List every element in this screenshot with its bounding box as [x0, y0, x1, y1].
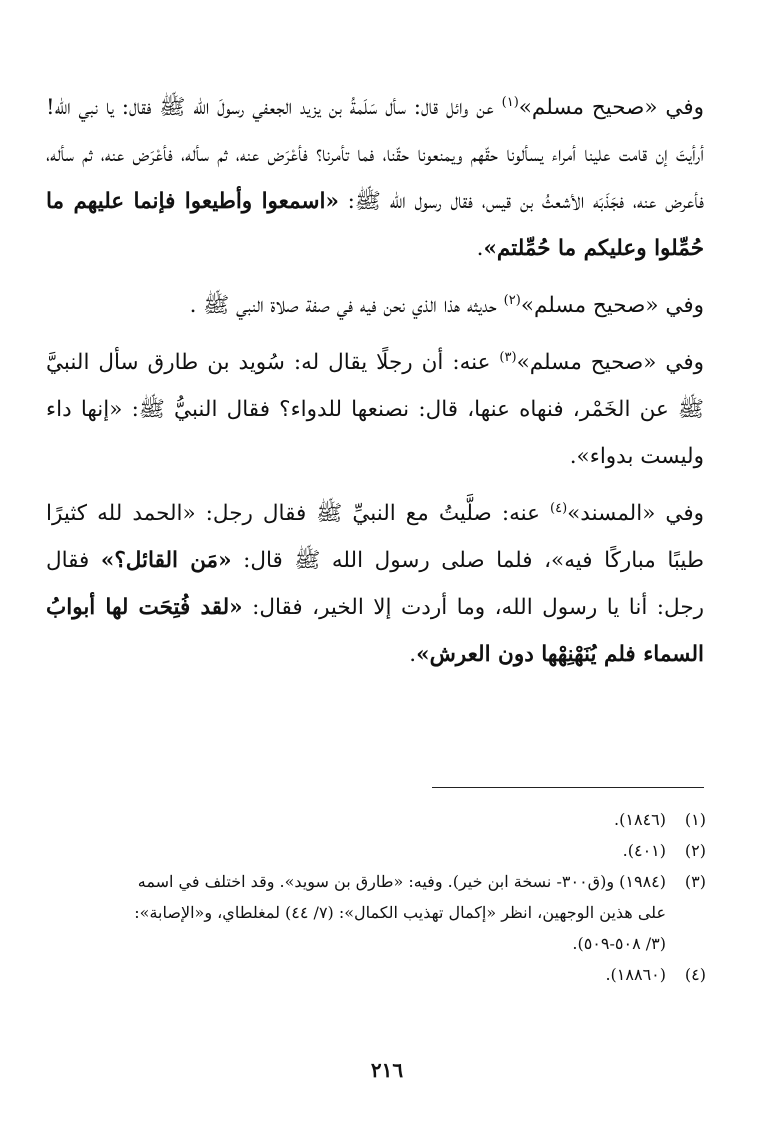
- footnotes: [46, 804, 706, 990]
- text-run: فقال رجل: أنا يا رسول الله، وما أردت إلا الخير، فقال:: [46, 548, 704, 620]
- main-text: [46, 84, 704, 688]
- footnote-number: (٤): [684, 965, 706, 984]
- footnote-2: [46, 835, 706, 866]
- footnote-ref: (٣): [499, 349, 517, 365]
- paragraph-2: [46, 282, 704, 329]
- text-run: عن وائل قال: سأل سَلَمةُ بن يزيد الجعفي رسولَ الله ﷺ فقال: يا نبي الله! أرأيتَ إن قامت علينا أمراء يسألونا حقّهم ويمنعونا حقّنا، فما تأمرنا؟ فأعْرَض عنه، ثم سأله، فأعْرَض عنه، ثم سأله، فأعرض عنه، فجَذَبَه الأشعثُ بن قيس، فقال رسول الله ﷺ:: [46, 95, 704, 214]
- footnote-ref: (٤): [550, 500, 568, 516]
- hadith-quote: «اسمعوا وأطيعوا فإنما عليهم ما حُمِّلوا وعليكم ما حُمِّلتم»: [46, 189, 704, 261]
- footnote-ref: (٢): [503, 292, 521, 308]
- paragraph-1: [46, 84, 704, 272]
- text-run: وفي «المسند»: [567, 501, 704, 526]
- footnote-text: (٣/ ٥٠٨-٥٠٩).: [572, 934, 666, 953]
- footnote-text: (١٩٨٤) و(ق٣٠٠- نسخة ابن خير). وفيه: «طارق بن سويد». وقد اختلف في اسمه: [137, 872, 666, 891]
- text-run: وفي «صحيح مسلم»: [516, 350, 705, 375]
- footnote-text: (١٨٨٦٠).: [605, 965, 666, 984]
- footnote-ref: (١): [501, 94, 519, 110]
- hadith-quote: «مَن القائل؟»: [100, 548, 232, 573]
- footnote-text: (١٨٤٦).: [614, 810, 666, 829]
- footnote-number: (٢): [684, 841, 706, 860]
- footnote-1: [46, 804, 706, 835]
- footnote-3: [46, 866, 706, 959]
- text-run: .: [476, 236, 484, 261]
- footnote-4: [46, 959, 706, 990]
- text-run: عنه: أن رجلًا يقال له: سُويد بن طارق سأل النبيَّ ﷺ عن الخَمْر، فنهاه عنها، قال: نصنعها للدواء؟ فقال النبيُّ ﷺ: «إنها داء وليست بدواء».: [46, 350, 704, 469]
- text-run: .: [409, 642, 417, 667]
- paragraph-4: [46, 490, 704, 678]
- footnote-text: على هذين الوجهين، انظر «إكمال تهذيب الكمال»: (٧/ ٤٤) لمغلطاي، و«الإصابة»:: [134, 903, 666, 922]
- footnote-text: (٤٠١).: [622, 841, 666, 860]
- hadith-quote: «لقد فُتِحَت لها أبوابُ السماء فلم يُنَهْنِهْها دون العرش»: [46, 595, 704, 667]
- text-run: وفي «صحيح مسلم»: [518, 95, 704, 120]
- page-number: ٢١٦: [370, 1058, 404, 1082]
- text-run: حديثه هذا الذي نحن فيه في صفة صلاة النبي ﷺ .: [189, 293, 504, 318]
- text-run: عنه: صلَّيتُ مع النبيِّ ﷺ فقال رجل: «الحمد لله كثيرًا طيبًا مباركًا فيه»، فلما صلى رسول الله ﷺ قال:: [46, 501, 704, 573]
- text-run: وفي «صحيح مسلم»: [520, 293, 704, 318]
- paragraph-3: [46, 339, 704, 480]
- footnote-number: (١): [684, 810, 706, 829]
- footnote-divider: [432, 787, 704, 788]
- footnote-number: (٣): [684, 872, 706, 891]
